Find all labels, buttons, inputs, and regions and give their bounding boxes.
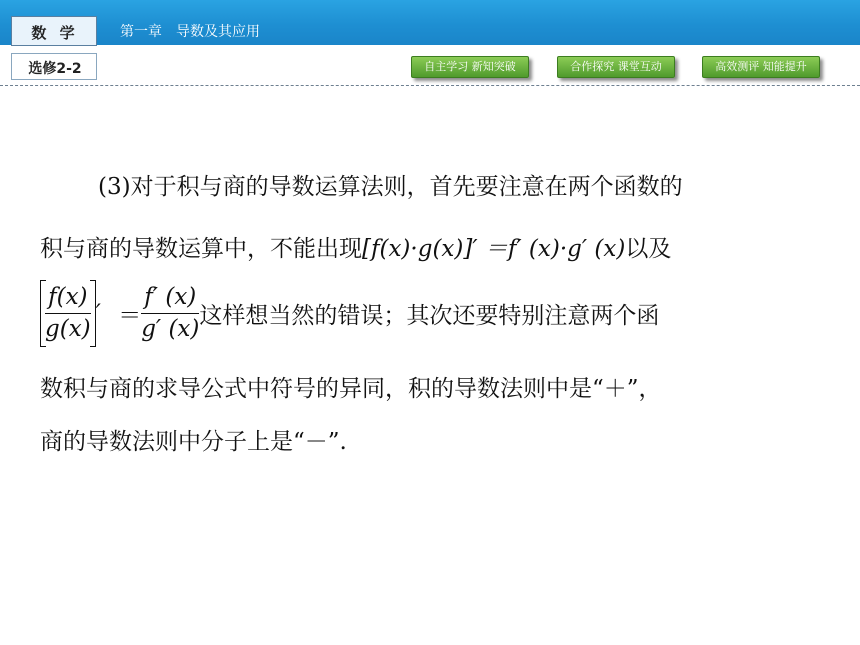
- chapter-title: 第一章 导数及其应用: [120, 24, 260, 40]
- rhs-numerator: f′ (x): [141, 282, 199, 314]
- text-line-1: (3)对于积与商的导数运算法则，首先要注意在两个函数的: [98, 174, 683, 200]
- rhs-denominator: g′ (x): [141, 316, 200, 342]
- quotient-fraction: [45, 282, 91, 345]
- header-divider: [0, 85, 860, 86]
- text-line-3: [40, 280, 659, 350]
- text-line-4: 数积与商的求导公式中符号的异同，积的导数法则中是“＋”，: [40, 376, 662, 402]
- quotient-numerator: f(x): [45, 282, 91, 314]
- equals-sign: ＝: [118, 303, 142, 329]
- subject-label: 数 学: [31, 24, 79, 42]
- subject-box: [11, 16, 97, 46]
- quotient-denominator: g(x): [45, 316, 91, 342]
- edition-label: 选修2-2: [28, 61, 82, 77]
- product-rule-formula: [f(x)·g(x)]′ ＝f′ (x)·g′ (x): [362, 236, 626, 262]
- text-line-5: 商的导数法则中分子上是“－”.: [40, 429, 347, 455]
- edition-box: [11, 53, 97, 80]
- nav-button-self-study[interactable]: 自主学习 新知突破: [411, 56, 529, 78]
- rhs-fraction: [141, 282, 199, 345]
- quotient-bracket: [40, 280, 96, 347]
- quotient-prime: ′: [95, 300, 101, 327]
- text-line-2-suffix: 以及: [625, 236, 672, 262]
- text-line-3-text: 这样想当然的错误；其次还要特别注意两个函: [199, 303, 660, 329]
- text-line-2: [40, 230, 671, 263]
- text-line-2-prefix: 积与商的导数运算中，不能出现: [40, 236, 362, 262]
- header-bar: [0, 0, 860, 45]
- nav-button-cooperative[interactable]: 合作探究 课堂互动: [557, 56, 675, 78]
- nav-button-assessment[interactable]: 高效测评 知能提升: [702, 56, 820, 78]
